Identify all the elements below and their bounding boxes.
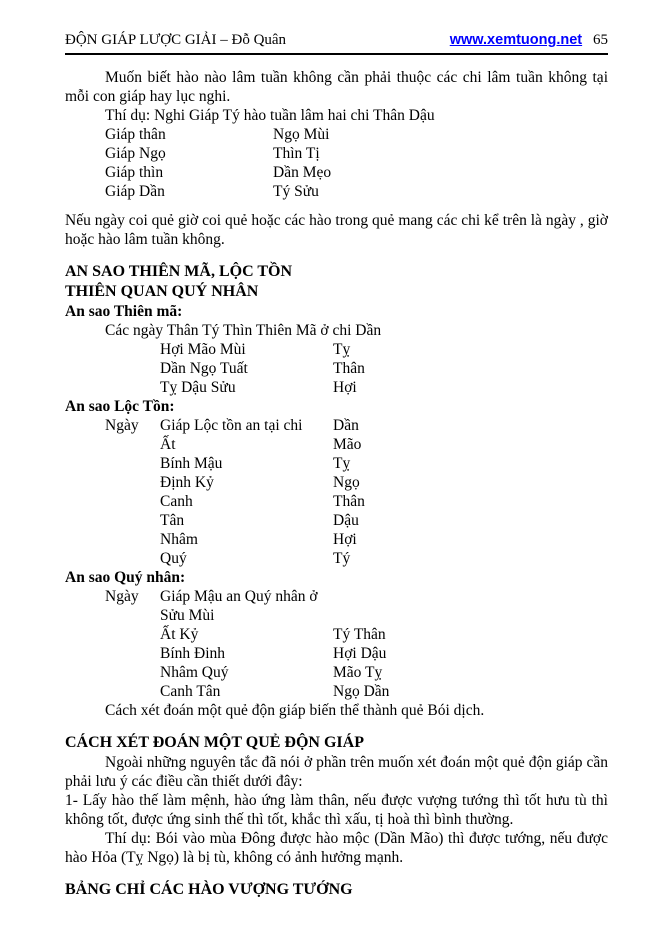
page-header [65, 30, 608, 50]
table-row [65, 359, 608, 378]
website-link[interactable]: www.xemtuong.net [449, 32, 583, 48]
table-row [65, 530, 608, 549]
cell-label [105, 511, 160, 530]
cell-label [105, 549, 160, 568]
table-row [65, 663, 608, 682]
section-heading-bang-chi: BẢNG CHỈ CÁC HÀO VƯỢNG TƯỚNG [65, 881, 353, 898]
cell-left: Giáp Dần [105, 183, 165, 200]
table-row [65, 125, 608, 144]
intro-example-line: Thí dụ: Nghi Giáp Tý hào tuần lâm hai chi Thân Dậu [105, 107, 435, 124]
cell-right: Tỵ [333, 341, 351, 358]
an-sao-closing-line: Cách xét đoán một quẻ độn giáp biến thể thành quẻ Bói dịch. [105, 702, 485, 719]
cell-right: Ngọ Dần [333, 683, 390, 700]
cell-right: Hợi [333, 531, 357, 548]
thien-ma-intro-line: Các ngày Thân Tý Thìn Thiên Mã ở chi Dần [105, 322, 382, 339]
cell-right: Mão [333, 436, 362, 453]
cell-right: Thìn Tị [273, 145, 320, 162]
cell-label [105, 454, 160, 473]
tuan-khong-note: Nếu ngày coi quẻ giờ coi quẻ hoặc các hào trong quẻ mang các chi kể trên là ngày , giờ hoặc hào lâm tuần không. [65, 212, 608, 248]
table-row [65, 340, 608, 359]
header-right [450, 30, 608, 50]
cell-left: Giáp Mậu an Quý nhân ở Sửu Mùi [160, 588, 318, 624]
table-row [65, 163, 608, 182]
table-row [65, 549, 608, 568]
table-row [65, 587, 608, 625]
cell-left: Giáp Ngọ [105, 145, 166, 162]
table-row [65, 473, 608, 492]
cell-label [105, 663, 160, 682]
quy-nhan-table [65, 587, 608, 701]
loc-ton-table [65, 416, 608, 568]
cell-right: Hợi [333, 379, 357, 396]
cell-left: Hợi Mão Mùi [160, 341, 246, 358]
cell-left: Quý [160, 550, 187, 567]
subheading-loc-ton: An sao Lộc Tồn: [65, 398, 175, 415]
header-divider [65, 53, 608, 55]
section-heading-xet-doan: CÁCH XÉT ĐOÁN MỘT QUẺ ĐỘN GIÁP [65, 734, 364, 751]
cell-left: Giáp thân [105, 126, 166, 143]
cell-left: Nhâm [160, 531, 198, 548]
cell-label [105, 492, 160, 511]
section-heading-an-sao-2: THIÊN QUAN QUÝ NHÂN [65, 283, 259, 300]
cell-label [105, 644, 160, 663]
table-row [65, 182, 608, 201]
cell-right: Thân [333, 360, 365, 377]
cell-left: Ất [160, 436, 176, 453]
cell-right: Ngọ [333, 474, 360, 491]
table-row [65, 625, 608, 644]
cell-left: Giáp Lộc tồn an tại chi [160, 417, 303, 434]
cell-right: Dậu [333, 512, 359, 529]
cell-left: Định Kỷ [160, 474, 214, 491]
table-row [65, 378, 608, 397]
table-row [65, 492, 608, 511]
intro-paragraph: Muốn biết hào nào lâm tuần không cần phải thuộc các chi lâm tuần không tại mỗi con giáp hay lục nghi. [65, 69, 608, 105]
cell-left: Dần Ngọ Tuất [160, 360, 248, 377]
cell-label: Ngày [105, 588, 139, 605]
cell-right: Tý [333, 550, 351, 567]
cell-label [105, 625, 160, 644]
cell-right: Tý Thân [333, 626, 386, 643]
table-row [65, 644, 608, 663]
cell-label [105, 530, 160, 549]
tuan-khong-table [65, 125, 608, 201]
cell-left: Tỵ Dậu Sửu [160, 379, 236, 396]
cell-right: Hợi Dậu [333, 645, 387, 662]
cell-left: Bính Đinh [160, 645, 226, 662]
xet-doan-paragraph-3: Thí dụ: Bói vào mùa Đông được hào mộc (Dần Mão) thì được tướng, nếu được hào Hỏa (Tỵ Ngọ) là bị tù, không có ảnh hưởng mạnh. [65, 830, 608, 866]
table-row [65, 416, 608, 435]
cell-right: Tý Sửu [273, 183, 319, 200]
cell-label: Ngày [105, 417, 139, 434]
cell-label [105, 473, 160, 492]
cell-right: Thân [333, 493, 365, 510]
cell-left: Bính Mậu [160, 455, 223, 472]
cell-left: Canh Tân [160, 683, 221, 700]
cell-left: Ất Kỷ [160, 626, 199, 643]
xet-doan-paragraph-1: Ngoài những nguyên tắc đã nói ở phần trên muốn xét đoán một quẻ độn giáp cần phải lưu ý các điều cần thiết dưới đây: [65, 754, 608, 790]
cell-left: Canh [160, 493, 193, 510]
table-row [65, 454, 608, 473]
subheading-quy-nhan: An sao Quý nhân: [65, 569, 186, 586]
cell-right: Dần [333, 417, 359, 434]
document-title: ĐỘN GIÁP LƯỢC GIẢI – Đỗ Quân [65, 32, 287, 48]
section-heading-an-sao-1: AN SAO THIÊN MÃ, LỘC TỒN [65, 263, 292, 280]
cell-left: Giáp thìn [105, 164, 164, 181]
cell-left: Nhâm Quý [160, 664, 229, 681]
cell-left: Tân [160, 512, 185, 529]
cell-right: Mão Tỵ [333, 664, 383, 681]
thien-ma-table [65, 340, 608, 397]
cell-right: Tỵ [333, 455, 351, 472]
cell-label [105, 682, 160, 701]
table-row [65, 144, 608, 163]
table-row [65, 682, 608, 701]
cell-right: Dần Mẹo [273, 164, 332, 181]
table-row [65, 511, 608, 530]
page-number: 65 [593, 32, 608, 48]
subheading-thien-ma: An sao Thiên mã: [65, 303, 183, 320]
cell-right: Ngọ Mùi [273, 126, 330, 143]
table-row [65, 435, 608, 454]
xet-doan-paragraph-2: 1- Lấy hào thế làm mệnh, hào ứng làm thân, nếu được vượng tướng thì tốt hưu tù thì không tốt, được ứng sinh thế thì tốt, khắc thì xấu, tị hoà thì bình thường. [65, 792, 608, 828]
cell-label [105, 435, 160, 454]
